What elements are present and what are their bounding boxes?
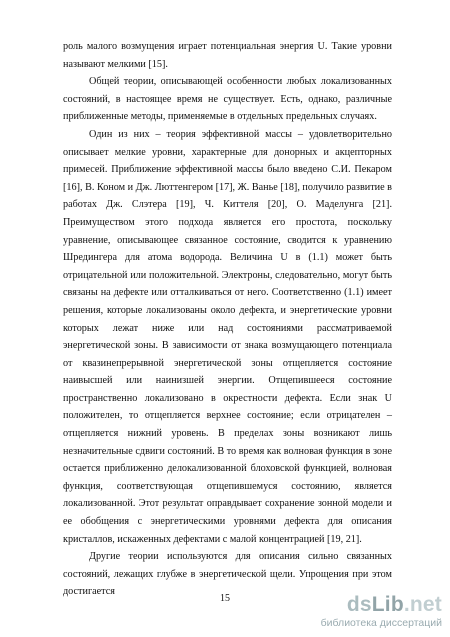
dslib-logo [347,593,442,617]
paragraph-4: Другие теории используются для описания сильно связанных состояний, лежащих глубже в энергетической щели. Упрощения при этом достигается [63,551,392,598]
page-number: 15 [220,593,230,604]
paragraph-1: роль малого возмущения играет потенциальная энергия U. Такие уровни называют мелкими [15]. [63,41,392,70]
paragraph-3: Один из них – теория эффективной массы – удовлетворительно описывает мелкие уровни, характерные для донорных и акцепторных примесей. Приближение эффективной массы было введено С.И. Пекаром [16], В. Коном и Дж. Люттенгером [17], Ж. Ванье [18], получило развитие в работах Дж. Слэтера [19], Ч. Киттеля [20], О. Маделунга [21]. Преимуществом этого подхода является его простота, поскольку уравнение, описывающее связанное состояние, сводится к уравнению Шредингера для атома водорода. Величина U в (1.1) может быть отрицательной или положительной. Электроны, следовательно, могут быть связаны на дефекте или отталкиваться от него. Соответственно (1.1) имеет решения, которые локализованы около дефекта, и энергетические уровни которых лежат ниже или над состояниями рассматриваемой энергетической зоны. В зависимости от знака возмущающего потенциала от квазинепрерывной энергетической зоны отщепляется состояние наивысшей или наинизшей энергии. Отщепившееся состояние пространственно локализовано в окрестности дефекта. Если знак U положителен, то отщепляется верхнее состояние; если отрицателен – отщепляется нижний уровень. В пределах зоны возникают лишь незначительные сдвиги состояний. В то время как волновая функция в зоне остается приближенно делокализованной блоховской функцией, волновая функция, соответствующая отщепившемуся состоянию, является локализованной. Этот результат оправдывает сохранение зонной модели и ее обобщения с энергетическими уровнями дефекта для описания кристаллов, искаженных дефектами с малой концентрацией [19, 21]. [63,128,392,545]
logo-ds-part: ds [346,593,372,616]
dslib-watermark [292,593,442,631]
paragraph-2: Общей теории, описывающей особенности любых локализованных состояний, в настоящее время не существует. Есть, однако, различные приближенные методы, применяемые в отдельных предельных случаях. [63,76,392,123]
logo-lib-part: Lib [371,593,404,616]
watermark-caption: библиотека диссертаций [320,617,442,629]
logo-net-part: .net [403,593,442,616]
body-text [63,38,392,601]
